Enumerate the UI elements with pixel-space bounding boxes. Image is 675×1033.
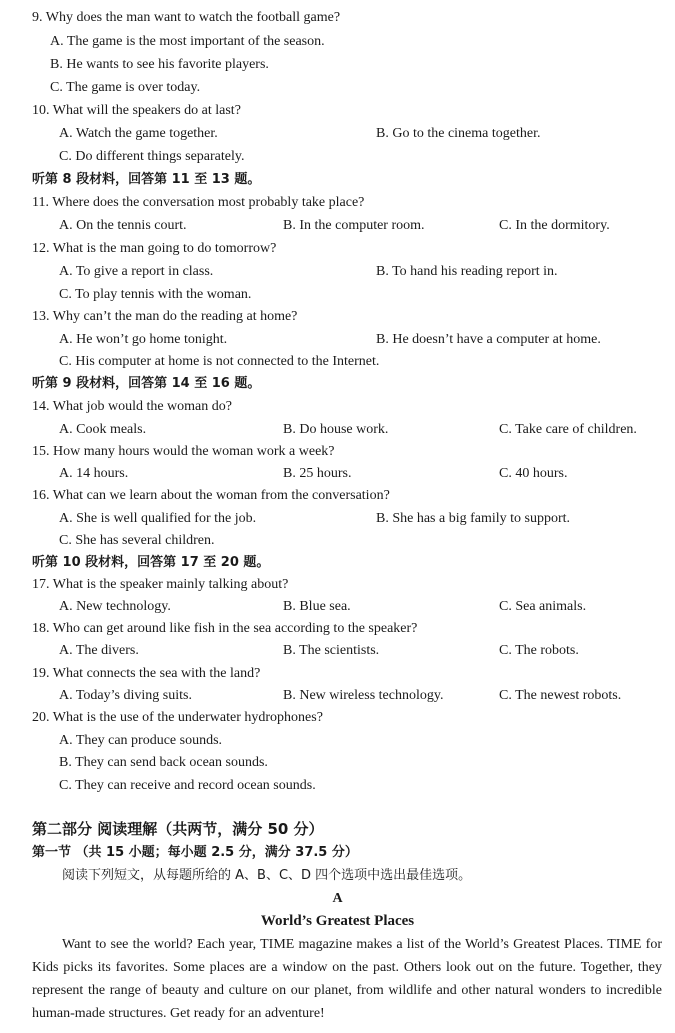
question-15-option-c[interactable]: C. 40 hours. [499,466,568,481]
question-16-stem: 16. What can we learn about the woman from the conversation? [32,488,390,503]
question-12-stem: 12. What is the man going to do tomorrow? [32,241,277,256]
section-heading-10: 听第 10 段材料，回答第 17 至 20 题。 [32,555,270,570]
question-9-option-b[interactable]: B. He wants to see his favorite players. [50,57,269,72]
question-10-stem: 10. What will the speakers do at last? [32,103,241,118]
reading-instruction: 阅读下列短文，从每题所给的 A、B、C、D 四个选项中选出最佳选项。 [62,868,472,883]
question-14-option-a[interactable]: A. Cook meals. [59,422,147,437]
part-two-title: 第二部分 阅读理解（共两节，满分 50 分） [32,820,324,838]
question-18-option-c[interactable]: C. The robots. [499,643,579,658]
question-12-option-b[interactable]: B. To hand his reading report in. [376,264,558,279]
question-11-option-c[interactable]: C. In the dormitory. [499,218,610,233]
question-19-stem: 19. What connects the sea with the land? [32,666,261,681]
question-9-option-c[interactable]: C. The game is over today. [50,80,201,95]
question-15-option-a[interactable]: A. 14 hours. [59,466,129,481]
question-14-option-b[interactable]: B. Do house work. [283,422,389,437]
question-20-stem: 20. What is the use of the underwater hydrophones? [32,710,323,725]
question-11-option-b[interactable]: B. In the computer room. [283,218,425,233]
section-heading-9: 听第 9 段材料，回答第 14 至 16 题。 [32,376,261,391]
question-9-stem: 9. Why does the man want to watch the football game? [32,10,341,25]
question-14-stem: 14. What job would the woman do? [32,399,232,414]
question-18-stem: 18. Who can get around like fish in the sea according to the speaker? [32,621,418,636]
question-15-stem: 15. How many hours would the woman work a week? [32,444,335,459]
question-13-option-a[interactable]: A. He won’t go home tonight. [59,332,228,347]
question-10-option-a[interactable]: A. Watch the game together. [59,126,218,141]
question-18-option-a[interactable]: A. The divers. [59,643,139,658]
question-12-option-c[interactable]: C. To play tennis with the woman. [59,287,252,302]
question-14-option-c[interactable]: C. Take care of children. [499,422,637,437]
question-17-stem: 17. What is the speaker mainly talking about? [32,577,289,592]
question-16-option-a[interactable]: A. She is well qualified for the job. [59,511,257,526]
question-9-option-a[interactable]: A. The game is the most important of the season. [50,34,325,49]
section-heading-8: 听第 8 段材料，回答第 11 至 13 题。 [32,172,261,187]
question-16-option-b[interactable]: B. She has a big family to support. [376,511,571,526]
question-12-option-a[interactable]: A. To give a report in class. [59,264,214,279]
question-10-option-b[interactable]: B. Go to the cinema together. [376,126,541,141]
question-19-option-b[interactable]: B. New wireless technology. [283,688,444,703]
question-19-option-a[interactable]: A. Today’s diving suits. [59,688,192,703]
question-20-option-a[interactable]: A. They can produce sounds. [59,733,223,748]
question-13-option-c[interactable]: C. His computer at home is not connected to the Internet. [59,354,380,369]
question-17-option-c[interactable]: C. Sea animals. [499,599,587,614]
question-19-option-c[interactable]: C. The newest robots. [499,688,622,703]
question-18-option-b[interactable]: B. The scientists. [283,643,380,658]
section-one-title: 第一节 （共 15 小题；每小题 2.5 分，满分 37.5 分） [32,845,358,860]
question-15-option-b[interactable]: B. 25 hours. [283,466,352,481]
question-17-option-a[interactable]: A. New technology. [59,599,171,614]
question-11-stem: 11. Where does the conversation most probably take place? [32,195,365,210]
question-13-option-b[interactable]: B. He doesn’t have a computer at home. [376,332,601,347]
question-17-option-b[interactable]: B. Blue sea. [283,599,351,614]
question-11-option-a[interactable]: A. On the tennis court. [59,218,187,233]
question-16-option-c[interactable]: C. She has several children. [59,533,215,548]
passage-title: World’s Greatest Places [260,913,415,929]
question-20-option-c[interactable]: C. They can receive and record ocean sounds. [59,778,316,793]
question-13-stem: 13. Why can’t the man do the reading at home? [32,309,298,324]
passage-paragraph: Want to see the world? Each year, TIME magazine makes a list of the World’s Greatest Places. TIME for Kids picks its favorites. Some places are a window on the past. Others look out on the future. Together, they represent the range of beauty and culture on our planet, from wildlife and other natural wonders to incredible human-made structures. Get ready for an adventure! [32,937,662,1021]
question-10-option-c[interactable]: C. Do different things separately. [59,149,245,164]
question-20-option-b[interactable]: B. They can send back ocean sounds. [59,755,268,770]
passage-letter: A [332,891,343,906]
passage-body [32,933,662,1025]
